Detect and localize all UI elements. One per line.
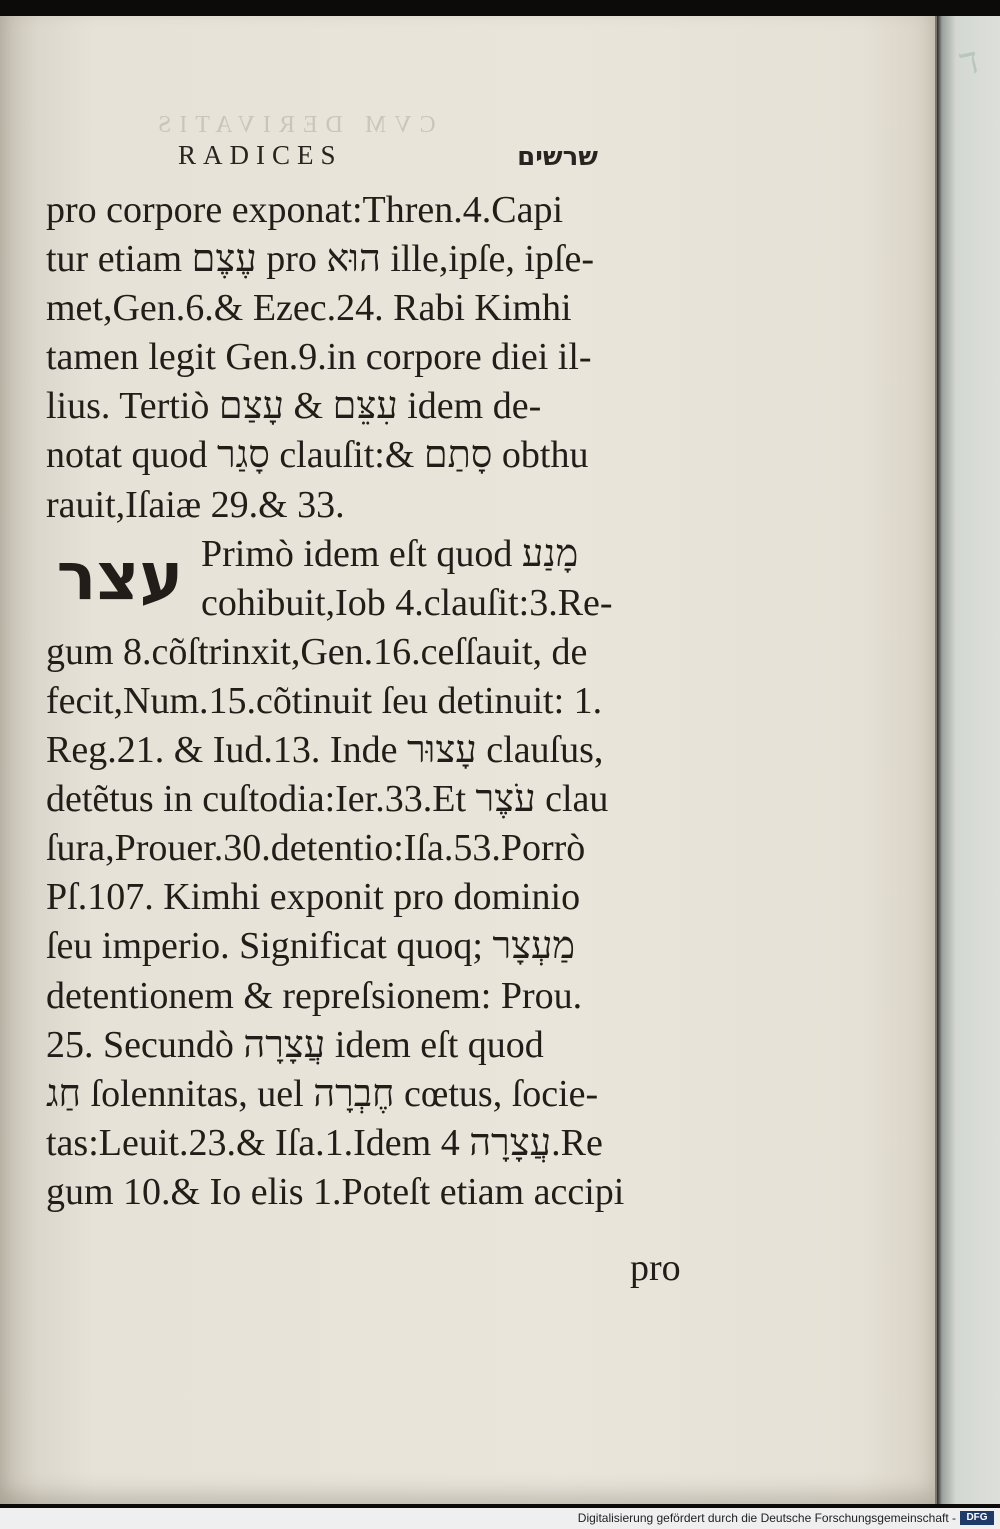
dfg-logo: DFG — [960, 1511, 994, 1525]
text-line: gum 10.& Io elis 1.Poteſt etiam accipi — [46, 1170, 625, 1213]
text-line: ſura,Prouer.30.detentio:Iſa.53.Porrò — [46, 827, 586, 870]
text-line: lius. Tertiò עִצֵּם & עָצַם idem de- — [46, 385, 542, 428]
text-line: ſeu imperio. Significat quoq; מַעְצָר — [46, 925, 576, 968]
header-title: RADICES — [178, 140, 343, 170]
text-line: notat quod סָגַר clauſit:& סָתַם obthu — [46, 434, 589, 477]
text-line: met,Gen.6.& Ezec.24. Rabi Kimhi — [46, 287, 572, 330]
show-through-text: CVM DERIVATIS — [150, 112, 436, 138]
text-line: detentionem & repreſsionem: Prou. — [46, 974, 583, 1017]
digitization-footer — [0, 1508, 1000, 1529]
facing-page-edge — [937, 16, 1000, 1504]
text-line: detẽtus in cuſtodia:Ier.33.Et עֹצֶר clau — [46, 778, 609, 821]
text-line: Pſ.107. Kimhi exponit pro dominio — [46, 876, 581, 919]
text-line: חַג ſolennitas, uel חֶבְרָה cœtus, ſocie- — [46, 1072, 599, 1115]
running-header — [178, 140, 598, 180]
text-line: tur etiam עֶצֶם pro הוּא ille,ipſe, ipſe- — [46, 238, 594, 281]
entry-line: cohibuit,Iob 4.clauſit:3.Re- — [201, 581, 613, 624]
text-line: tamen legit Gen.9.in corpore diei il- — [46, 336, 592, 379]
text-line: tas:Leuit.23.& Iſa.1.Idem עֲצָרָה 4.Re — [46, 1121, 603, 1164]
footer-credit: Digitalisierung gefördert durch die Deutsche Forschungsgemeinschaft - — [577, 1511, 956, 1525]
text-line: Reg.21. & Iud.13. Inde עָצוּר clauſus, — [46, 729, 604, 772]
text-line: rauit,Iſaiæ 29.& 33. — [46, 483, 345, 526]
text-line: pro corpore exponat:Thren.4.Capi — [46, 189, 564, 231]
text-line: 25. Secundò עֲצָרָה idem eſt quod — [46, 1023, 544, 1066]
text-line: fecit,Num.15.cõtinuit ſeu detinuit: 1. — [46, 679, 603, 722]
entry-line: Primò idem eſt quod מָנַע — [201, 532, 579, 575]
catchword: pro — [630, 1247, 681, 1289]
entry-headword: עצר — [56, 538, 184, 615]
header-hebrew: שרשים — [517, 142, 598, 172]
main-text-block — [46, 186, 702, 1217]
facing-page-mark: ד — [955, 39, 983, 85]
text-line: gum 8.cõſtrinxit,Gen.16.ceſſauit, de — [46, 630, 588, 673]
